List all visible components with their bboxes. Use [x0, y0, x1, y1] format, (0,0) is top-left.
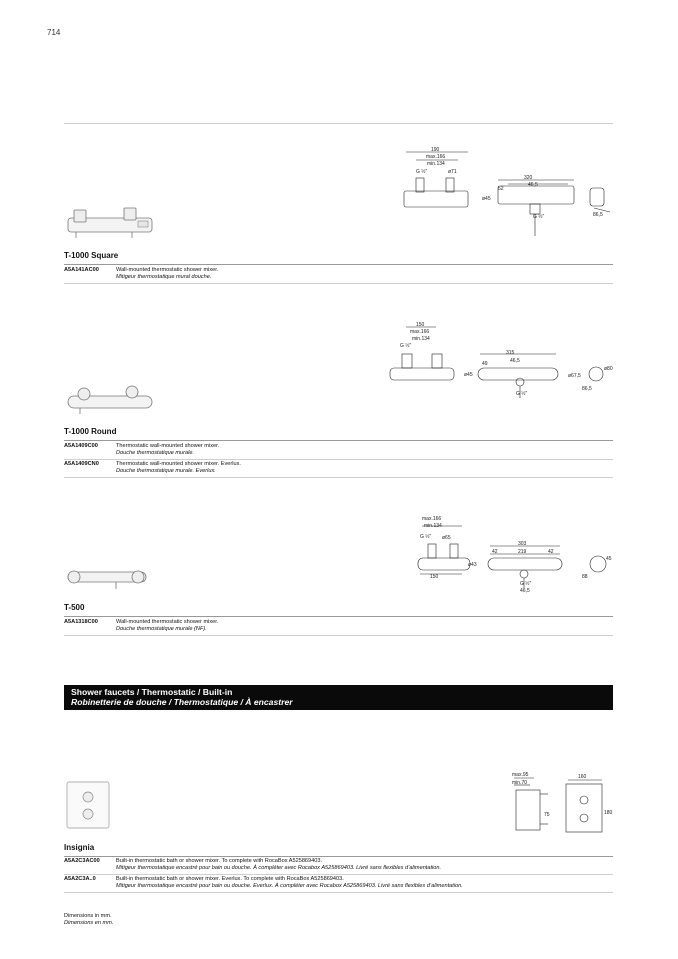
footer-note	[64, 913, 113, 927]
dim-a: max.95	[512, 772, 529, 778]
divider	[64, 616, 613, 617]
description-en: Built-in thermostatic bath or shower mixer. Everlux. To complete with RocaBox A525869403.	[116, 876, 344, 882]
dim-e: ø71	[448, 169, 457, 175]
dim-a: 190	[431, 147, 440, 153]
dim-n: 88	[582, 574, 588, 580]
dim-e: 315	[506, 350, 515, 356]
description-en: Built-in thermostatic bath or shower mixer. To complete with RocaBox A525869403.	[116, 858, 323, 864]
t1000-round-drawing	[386, 320, 616, 400]
dim-k: G ½"	[516, 391, 528, 397]
dim-a: 150	[416, 322, 425, 328]
page-number: 714	[47, 28, 61, 37]
divider	[64, 635, 613, 636]
divider	[64, 459, 613, 460]
section-title-fr: Robinetterie de douche / Thermostatique / À encastrer	[71, 697, 293, 707]
section-banner	[64, 685, 613, 710]
dim-j: 42	[548, 549, 554, 555]
dim-k: 86,5	[593, 212, 603, 218]
description-fr: Douche thermostatique murale. Everlux.	[116, 468, 216, 474]
dim-m: 45	[606, 556, 612, 562]
t500-photo	[66, 562, 150, 592]
product-code: A5A1318C00	[64, 619, 98, 625]
dim-c: min.134	[427, 161, 445, 167]
dim-h: 46,5	[528, 182, 538, 188]
product-code: A5A2C3AC00	[64, 858, 100, 864]
dim-e: 180	[604, 810, 613, 816]
divider	[64, 874, 613, 875]
product-title: T-1000 Round	[64, 427, 117, 436]
t1000-square-photo	[66, 204, 156, 244]
dim-h: ø45	[464, 372, 473, 378]
product-code: A5A1409CN0	[64, 461, 99, 467]
description-fr: Douche thermostatique murale (NF).	[116, 626, 207, 632]
divider	[64, 856, 613, 857]
description-en: Thermostatic wall-mounted shower mixer.	[116, 443, 220, 449]
dim-f: 150	[430, 574, 439, 580]
dim-c: 75	[544, 812, 550, 818]
description-fr: Mitigeur thermostatique encastré pour bain ou douche. Everlux. À compléter avec Rocabox A525869403. Livré sans flexibles d’alimentation.	[116, 883, 463, 889]
dim-i: ø45	[482, 196, 491, 202]
dim-h: 42	[492, 549, 498, 555]
product-code: A5A1409C00	[64, 443, 98, 449]
dim-f: 320	[524, 175, 533, 181]
dim-b: max.166	[410, 329, 430, 335]
insignia-drawing	[508, 770, 618, 834]
dim-a: max.166	[422, 516, 442, 522]
dim-g: 52	[498, 186, 504, 192]
product-code: A5A141AC00	[64, 267, 99, 273]
dim-g: 49	[482, 361, 488, 367]
dim-c: min.134	[412, 336, 430, 342]
top-divider	[64, 123, 613, 124]
dim-l: ø80	[604, 366, 613, 372]
dim-i: ø67,5	[568, 373, 581, 379]
product-title: T-1000 Square	[64, 251, 119, 260]
dim-j: G ½"	[533, 214, 545, 220]
dim-d: G ½"	[416, 169, 428, 175]
divider	[64, 440, 613, 441]
dim-e: ø43	[468, 562, 477, 568]
t500-drawing	[412, 514, 622, 596]
dim-b: min.134	[424, 523, 442, 529]
description-fr: Douche thermostatique murale.	[116, 450, 195, 456]
footer-fr: Dimensions en mm.	[64, 920, 114, 926]
footer-en: Dimensions in mm.	[64, 913, 112, 919]
t1000-round-photo	[66, 384, 156, 416]
dim-c: G ½"	[420, 534, 432, 540]
dim-b: max.166	[426, 154, 446, 160]
t1000-square-drawing	[398, 146, 618, 246]
product-title: T-500	[64, 603, 85, 612]
dim-j: 86,5	[582, 386, 592, 392]
dim-g: 303	[518, 541, 527, 547]
dim-b: min.70	[512, 780, 528, 786]
divider	[64, 477, 613, 478]
dim-i: 219	[518, 549, 527, 555]
description-fr: Mitigeur thermostatique encastré pour bain ou douche. À compléter avec Rocabox A525869403. Livré sans flexibles d’alimentation.	[116, 865, 442, 871]
divider	[64, 264, 613, 265]
description-en: Thermostatic wall-mounted shower mixer. Everlux.	[116, 461, 241, 467]
divider	[64, 892, 613, 893]
dim-k: G ½"	[520, 581, 532, 587]
divider	[64, 283, 613, 284]
dim-d: ø65	[442, 535, 451, 541]
description-en: Wall-mounted thermostatic shower mixer.	[116, 267, 219, 273]
product-code: A5A2C3A..0	[64, 876, 96, 882]
dim-f: 46,5	[510, 358, 520, 364]
dim-l: 46,5	[520, 588, 530, 594]
section-title-en: Shower faucets / Thermostatic / Built-in	[71, 687, 233, 697]
product-title: Insignia	[64, 843, 95, 852]
description-en: Wall-mounted thermostatic shower mixer.	[116, 619, 219, 625]
description-fr: Mitigeur thermostatique mural douche.	[116, 274, 212, 280]
dim-d: G ½"	[400, 343, 412, 349]
insignia-photo	[66, 781, 112, 831]
dim-d: 160	[578, 774, 587, 780]
